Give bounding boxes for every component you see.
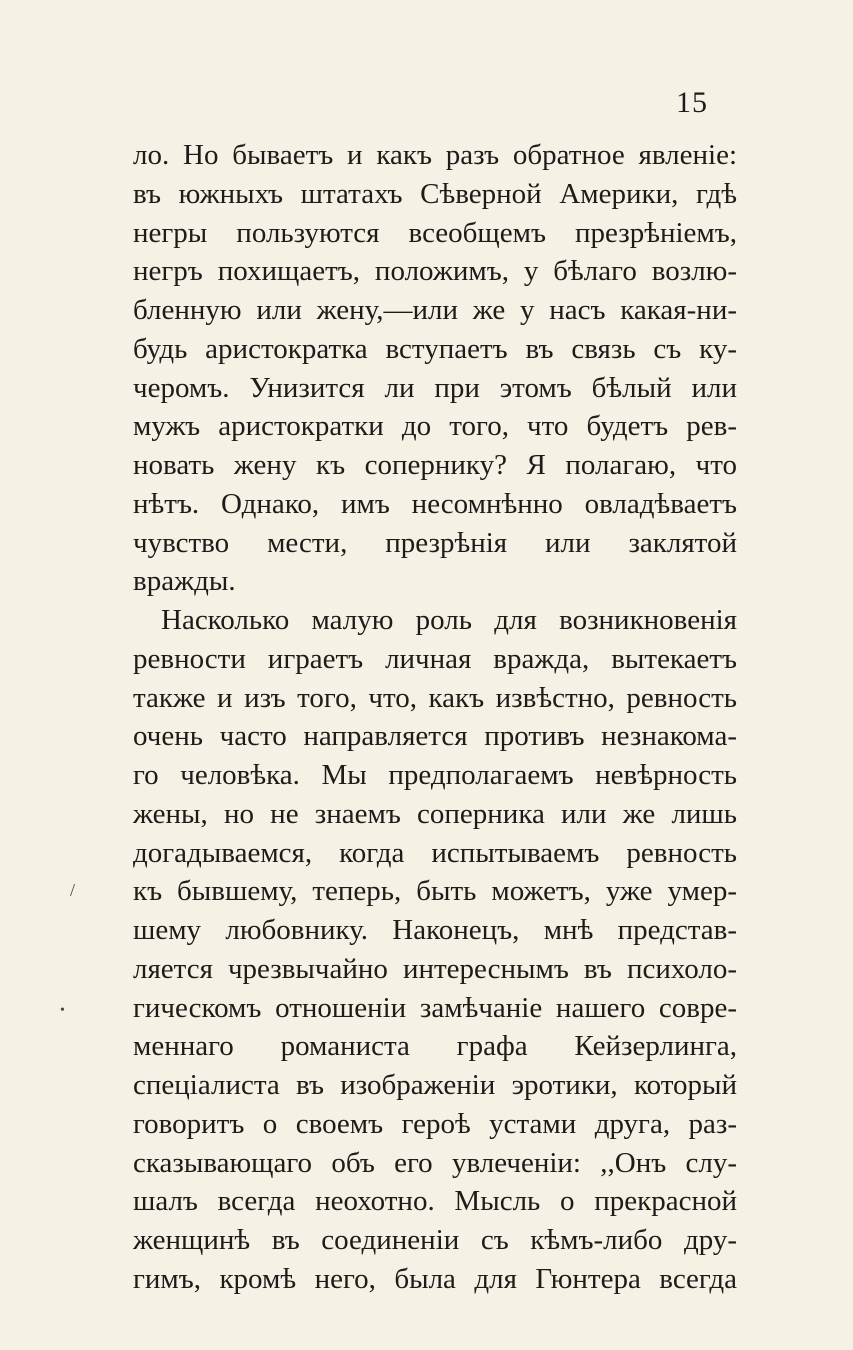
text-line: говоритъ о своемъ героѣ устами друга, раз- [133, 1107, 737, 1140]
margin-pencil-mark: / [70, 880, 76, 900]
text-line: также и изъ того, что, какъ извѣстно, ревность [133, 681, 737, 714]
text-line: вражды. [133, 565, 236, 598]
body-text [133, 136, 737, 1299]
margin-dot-mark: • [60, 1003, 65, 1018]
text-line: гическомъ отношеніи замѣчаніе нашего совре- [133, 991, 737, 1024]
text-line: нѣтъ. Однако, имъ несомнѣнно овладѣваетъ [133, 487, 737, 520]
text-line: чувство мести, презрѣнія или заклятой [133, 526, 737, 559]
text-line: негры пользуются всеобщемъ презрѣніемъ, [133, 216, 737, 249]
text-line: женщинѣ въ соединеніи съ кѣмъ-либо дру- [133, 1224, 737, 1256]
text-line: меннаго романиста графа Кейзерлинга, [133, 1030, 737, 1063]
text-line: шалъ всегда неохотно. Мысль о прекрасной [133, 1185, 737, 1218]
text-line: гимъ, кромѣ него, была для Гюнтера всегда [133, 1262, 737, 1295]
text-line: къ бывшему, теперь, быть можетъ, уже умер- [133, 875, 737, 908]
text-line: спеціалиста въ изображеніи эротики, который [133, 1069, 737, 1101]
text-line: сказывающаго объ его увлеченіи: ,,Онъ слу- [133, 1146, 737, 1179]
text-line: бленную или жену,—или же у насъ какая-ни- [133, 294, 737, 326]
text-line: черомъ. Унизится ли при этомъ бѣлый или [133, 371, 737, 404]
text-line: очень часто направляется противъ незнакома- [133, 720, 737, 753]
text-line: ло. Но бываетъ и какъ разъ обратное явленіе: [133, 139, 737, 171]
page-number: 15 [676, 86, 708, 119]
paragraph-first-line: Насколько малую роль для возникновенія [161, 604, 737, 636]
text-line: новать жену къ сопернику? Я полагаю, что [133, 449, 737, 481]
text-line: ляется чрезвычайно интереснымъ въ психоло- [133, 952, 737, 985]
text-line: въ южныхъ штатахъ Сѣверной Америки, гдѣ [133, 177, 737, 210]
text-line: ревности играетъ личная вражда, вытекаетъ [133, 642, 737, 675]
text-line: го человѣка. Мы предполагаемъ невѣрность [133, 759, 737, 791]
text-line: будь аристократка вступаетъ въ связь съ ку- [133, 332, 737, 365]
text-line: догадываемся, когда испытываемъ ревность [133, 836, 737, 869]
text-line: шему любовнику. Наконецъ, мнѣ представ- [133, 914, 737, 946]
text-line: мужъ аристократки до того, что будетъ рев- [133, 410, 737, 443]
text-line: негръ похищаетъ, положимъ, у бѣлаго возлю- [133, 255, 737, 288]
text-line: жены, но не знаемъ соперника или же лишь [133, 797, 737, 830]
